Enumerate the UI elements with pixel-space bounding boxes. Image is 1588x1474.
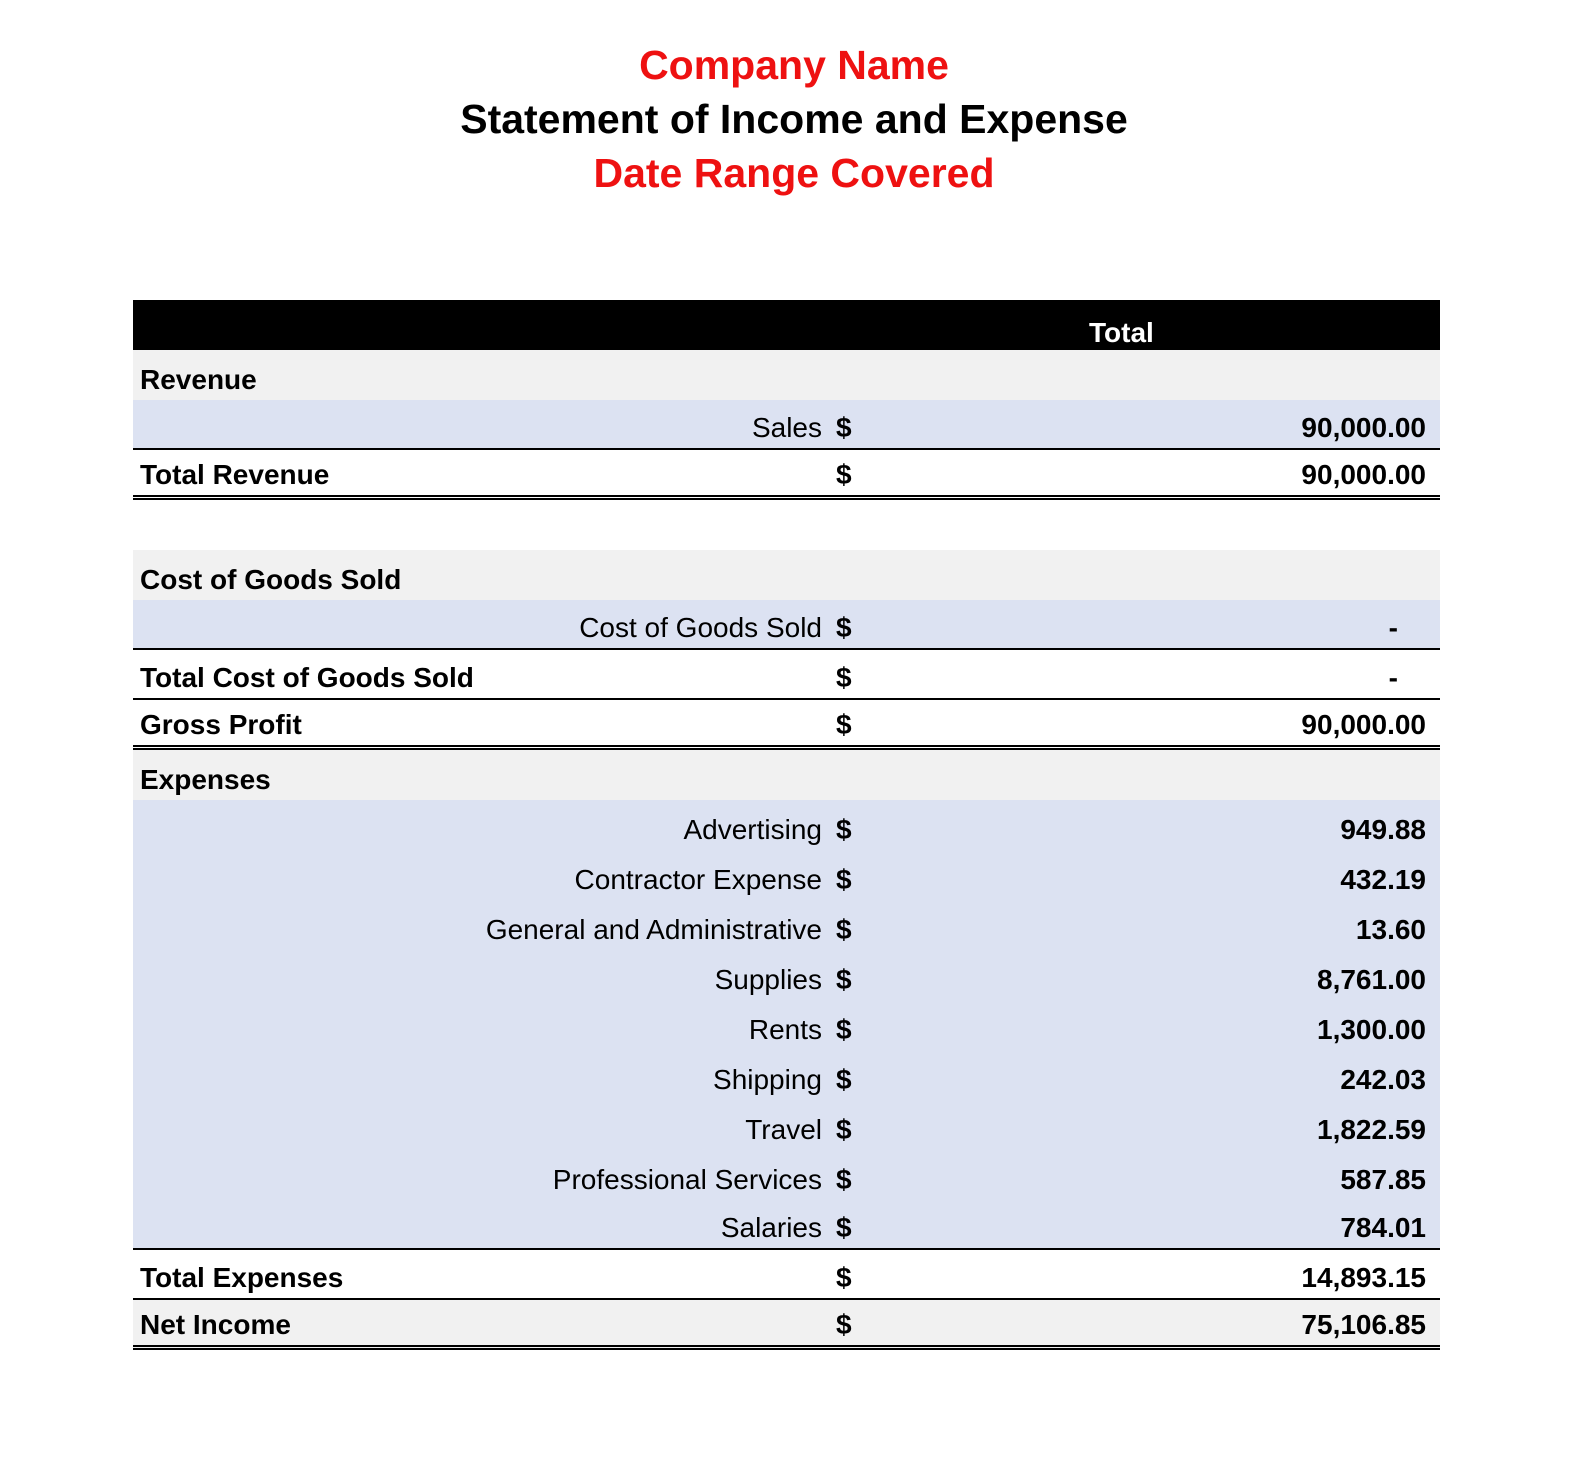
line-item-label: Travel xyxy=(745,1114,822,1145)
total-label: Total Cost of Goods Sold xyxy=(140,662,474,693)
line-item-general-administrative xyxy=(133,900,1440,950)
currency-symbol: $ xyxy=(836,1114,852,1145)
line-item-shipping xyxy=(133,1050,1440,1100)
expenses-section-heading xyxy=(133,750,1440,800)
currency-symbol: $ xyxy=(836,709,852,740)
company-name: Company Name xyxy=(639,42,949,88)
gross-profit-label: Gross Profit xyxy=(140,709,302,740)
total-cogs-row xyxy=(133,650,1440,700)
line-item-amount: 432.19 xyxy=(1340,864,1426,895)
line-item-amount: 13.60 xyxy=(1355,914,1426,945)
currency-symbol: $ xyxy=(836,1064,852,1095)
line-item-professional-services xyxy=(133,1150,1440,1200)
date-range: Date Range Covered xyxy=(593,150,995,196)
line-item-label: Sales xyxy=(751,412,822,443)
total-column-header: Total xyxy=(1089,317,1154,348)
line-item-cogs xyxy=(133,600,1440,650)
statement-title: Statement of Income and Expense xyxy=(460,96,1128,142)
currency-symbol: $ xyxy=(836,864,852,895)
line-item-label: General and Administrative xyxy=(485,914,822,945)
line-item-amount: 90,000.00 xyxy=(1301,412,1426,443)
income-statement-table xyxy=(133,300,1440,1350)
currency-symbol: $ xyxy=(836,459,852,490)
total-label: Total Revenue xyxy=(140,459,330,490)
currency-symbol: $ xyxy=(836,814,852,845)
currency-symbol: $ xyxy=(836,412,852,443)
currency-symbol: $ xyxy=(836,662,852,693)
line-item-label: Salaries xyxy=(720,1212,822,1243)
total-amount: 14,893.15 xyxy=(1301,1262,1426,1293)
line-item-supplies xyxy=(133,950,1440,1000)
gross-profit-row xyxy=(133,700,1440,750)
line-item-travel xyxy=(133,1100,1440,1150)
line-item-label: Professional Services xyxy=(552,1164,822,1195)
section-label: Cost of Goods Sold xyxy=(140,564,402,595)
currency-symbol: $ xyxy=(836,964,852,995)
line-item-amount: 1,300.00 xyxy=(1317,1014,1426,1045)
line-item-rents xyxy=(133,1000,1440,1050)
currency-symbol: $ xyxy=(836,612,852,643)
statement-header xyxy=(0,38,1588,200)
line-item-salaries xyxy=(133,1200,1440,1250)
net-income-amount: 75,106.85 xyxy=(1301,1309,1426,1340)
total-expenses-row xyxy=(133,1250,1440,1300)
line-item-amount: 8,761.00 xyxy=(1317,964,1426,995)
total-amount: 90,000.00 xyxy=(1301,459,1426,490)
total-amount: - xyxy=(1388,662,1398,693)
currency-symbol: $ xyxy=(836,1262,852,1293)
revenue-section-heading xyxy=(133,350,1440,400)
net-income-row xyxy=(133,1300,1440,1350)
line-item-label: Cost of Goods Sold xyxy=(579,612,822,643)
line-item-advertising xyxy=(133,800,1440,850)
currency-symbol: $ xyxy=(836,1164,852,1195)
line-item-label: Contractor Expense xyxy=(574,864,822,895)
line-item-label: Shipping xyxy=(713,1064,822,1095)
line-item-amount: 784.01 xyxy=(1340,1212,1426,1243)
net-income-label: Net Income xyxy=(140,1309,291,1340)
currency-symbol: $ xyxy=(836,1014,852,1045)
line-item-contractor-expense xyxy=(133,850,1440,900)
cogs-section-heading xyxy=(133,550,1440,600)
line-item-label: Rents xyxy=(748,1014,822,1045)
section-label: Revenue xyxy=(140,364,257,395)
line-item-amount: 949.88 xyxy=(1340,814,1426,845)
line-item-label: Supplies xyxy=(714,964,822,995)
section-label: Expenses xyxy=(140,764,271,795)
spacer-row xyxy=(133,500,1440,550)
line-item-amount: 587.85 xyxy=(1340,1164,1426,1195)
table-header-row xyxy=(133,300,1440,350)
currency-symbol: $ xyxy=(836,1309,852,1340)
line-item-amount: 242.03 xyxy=(1340,1064,1426,1095)
total-revenue-row xyxy=(133,450,1440,500)
line-item-amount: - xyxy=(1388,612,1398,643)
gross-profit-amount: 90,000.00 xyxy=(1301,709,1426,740)
line-item-amount: 1,822.59 xyxy=(1317,1114,1426,1145)
currency-symbol: $ xyxy=(836,914,852,945)
line-item-label: Advertising xyxy=(683,814,822,845)
line-item-sales xyxy=(133,400,1440,450)
currency-symbol: $ xyxy=(836,1212,852,1243)
total-label: Total Expenses xyxy=(140,1262,344,1293)
